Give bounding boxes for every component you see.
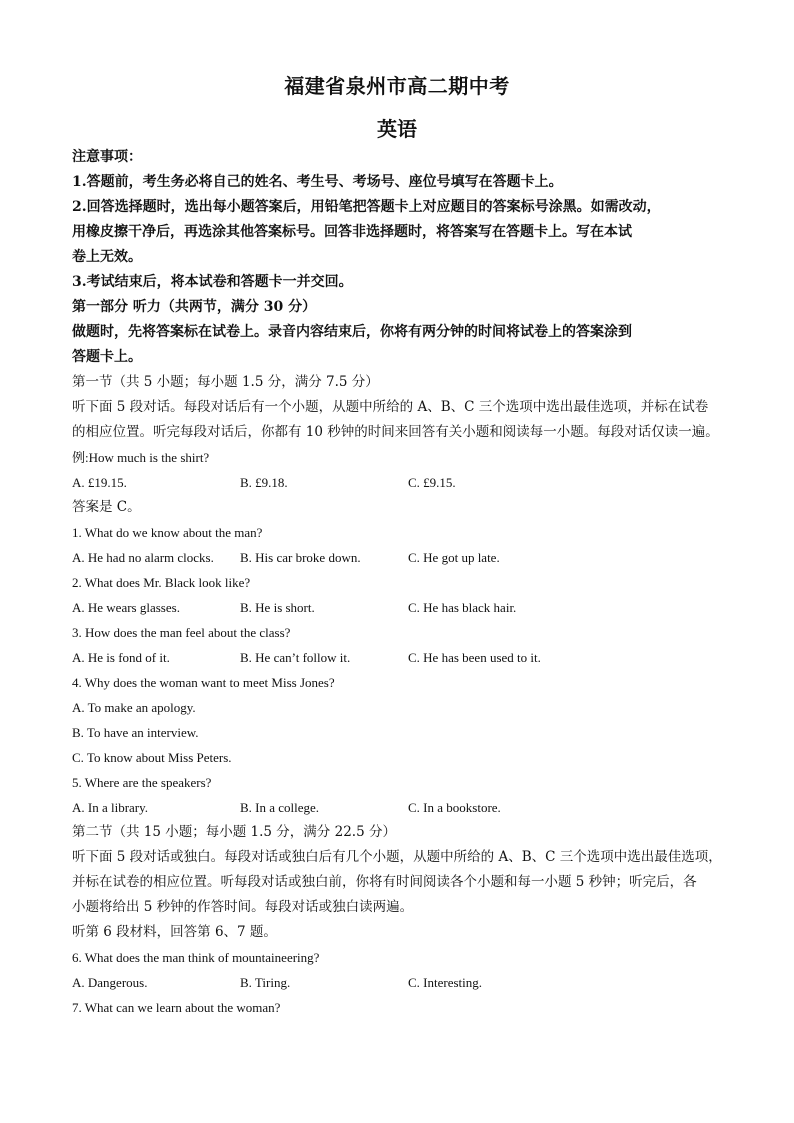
question-1: 1. What do we know about the man? xyxy=(72,525,263,540)
part1-intro: 做题时，先将答案标在试卷上。录音内容结束后，你将有两分钟的时间将试卷上的答案涂到 xyxy=(72,324,632,340)
example-options xyxy=(72,470,724,495)
notice-heading: 注意事项： xyxy=(72,149,142,165)
question-2-options xyxy=(72,595,724,620)
option-a: A. In a library. xyxy=(72,800,149,815)
question-7: 7. What can we learn about the woman? xyxy=(72,1000,281,1015)
option-b: B. He is short. xyxy=(240,600,315,615)
option-a: A. He wears glasses. xyxy=(72,600,180,615)
question-2: 2. What does Mr. Black look like? xyxy=(72,575,251,590)
option-a: A. To make an apology. xyxy=(72,700,196,715)
option-b: B. He can’t follow it. xyxy=(240,650,351,665)
option-c: C. To know about Miss Peters. xyxy=(72,750,232,765)
exam-title: 福建省泉州市高二期中考 xyxy=(284,74,510,98)
part1-heading: 第一部分 听力（共两节，满分 30 分） xyxy=(72,299,317,315)
exam-body xyxy=(72,145,724,1020)
option-b: B. £9.18. xyxy=(240,475,288,490)
option-a: A. £19.15. xyxy=(72,475,127,490)
notice-item: 3.考试结束后，将本试卷和答题卡一并交回。 xyxy=(72,274,353,290)
section1-heading: 第一节（共 5 小题；每小题 1.5 分，满分 7.5 分） xyxy=(72,374,379,390)
option-a: A. He had no alarm clocks. xyxy=(72,550,214,565)
exam-subject: 英语 xyxy=(377,117,417,141)
section2-instruction: 小题将给出 5 秒钟的作答时间。每段对话或独白读两遍。 xyxy=(72,899,414,915)
section2-instruction: 听下面 5 段对话或独白。每段对话或独白后有几个小题，从题中所给的 A、B、C 三个选项中选出最佳选项， xyxy=(72,849,722,865)
notice-item: 1.答题前，考生务必将自己的姓名、考生号、考场号、座位号填写在答题卡上。 xyxy=(72,174,563,190)
option-c: C. £9.15. xyxy=(408,475,456,490)
option-c: C. He has been used to it. xyxy=(408,650,541,665)
option-b: B. Tiring. xyxy=(240,975,291,990)
option-a: A. Dangerous. xyxy=(72,975,148,990)
section1-instruction: 听下面 5 段对话。每段对话后有一个小题，从题中所给的 A、B、C 三个选项中选出最佳选项，并标在试卷 xyxy=(72,399,709,415)
question-5-options xyxy=(72,795,724,820)
question-6: 6. What does the man think of mountaineering? xyxy=(72,950,320,965)
question-6-options xyxy=(72,970,724,995)
part1-intro: 答题卡上。 xyxy=(72,349,142,365)
option-b: B. To have an interview. xyxy=(72,725,199,740)
question-4: 4. Why does the woman want to meet Miss Jones? xyxy=(72,675,335,690)
section2-heading: 第二节（共 15 小题；每小题 1.5 分，满分 22.5 分） xyxy=(72,824,396,840)
option-c: C. In a bookstore. xyxy=(408,800,501,815)
question-3-options xyxy=(72,645,724,670)
question-1-options xyxy=(72,545,724,570)
option-c: C. Interesting. xyxy=(408,975,483,990)
option-c: C. He got up late. xyxy=(408,550,500,565)
example-answer: 答案是 C。 xyxy=(72,499,141,515)
notice-item: 用橡皮擦干净后，再选涂其他答案标号。回答非选择题时，将答案写在答题卡上。写在本试 xyxy=(72,224,632,240)
section1-instruction: 的相应位置。听完每段对话后，你都有 10 秒钟的时间来回答有关小题和阅读每一小题。每段对话仅读一遍。 xyxy=(72,424,719,440)
option-b: B. In a college. xyxy=(240,800,320,815)
notice-item: 卷上无效。 xyxy=(72,249,142,265)
section2-instruction: 并标在试卷的相应位置。听每段对话或独白前，你将有时间阅读各个小题和每一小题 5 秒钟；听完后，各 xyxy=(72,874,697,890)
option-c: C. He has black hair. xyxy=(408,600,517,615)
material-note: 听第 6 段材料，回答第 6、7 题。 xyxy=(72,924,277,940)
question-3: 3. How does the man feel about the class? xyxy=(72,625,291,640)
question-5: 5. Where are the speakers? xyxy=(72,775,212,790)
notice-item: 2.回答选择题时，选出每小题答案后，用铅笔把答题卡上对应题目的答案标号涂黑。如需改动， xyxy=(72,199,661,215)
option-b: B. His car broke down. xyxy=(240,550,361,565)
option-a: A. He is fond of it. xyxy=(72,650,170,665)
example-question: 例:How much is the shirt? xyxy=(72,450,210,465)
